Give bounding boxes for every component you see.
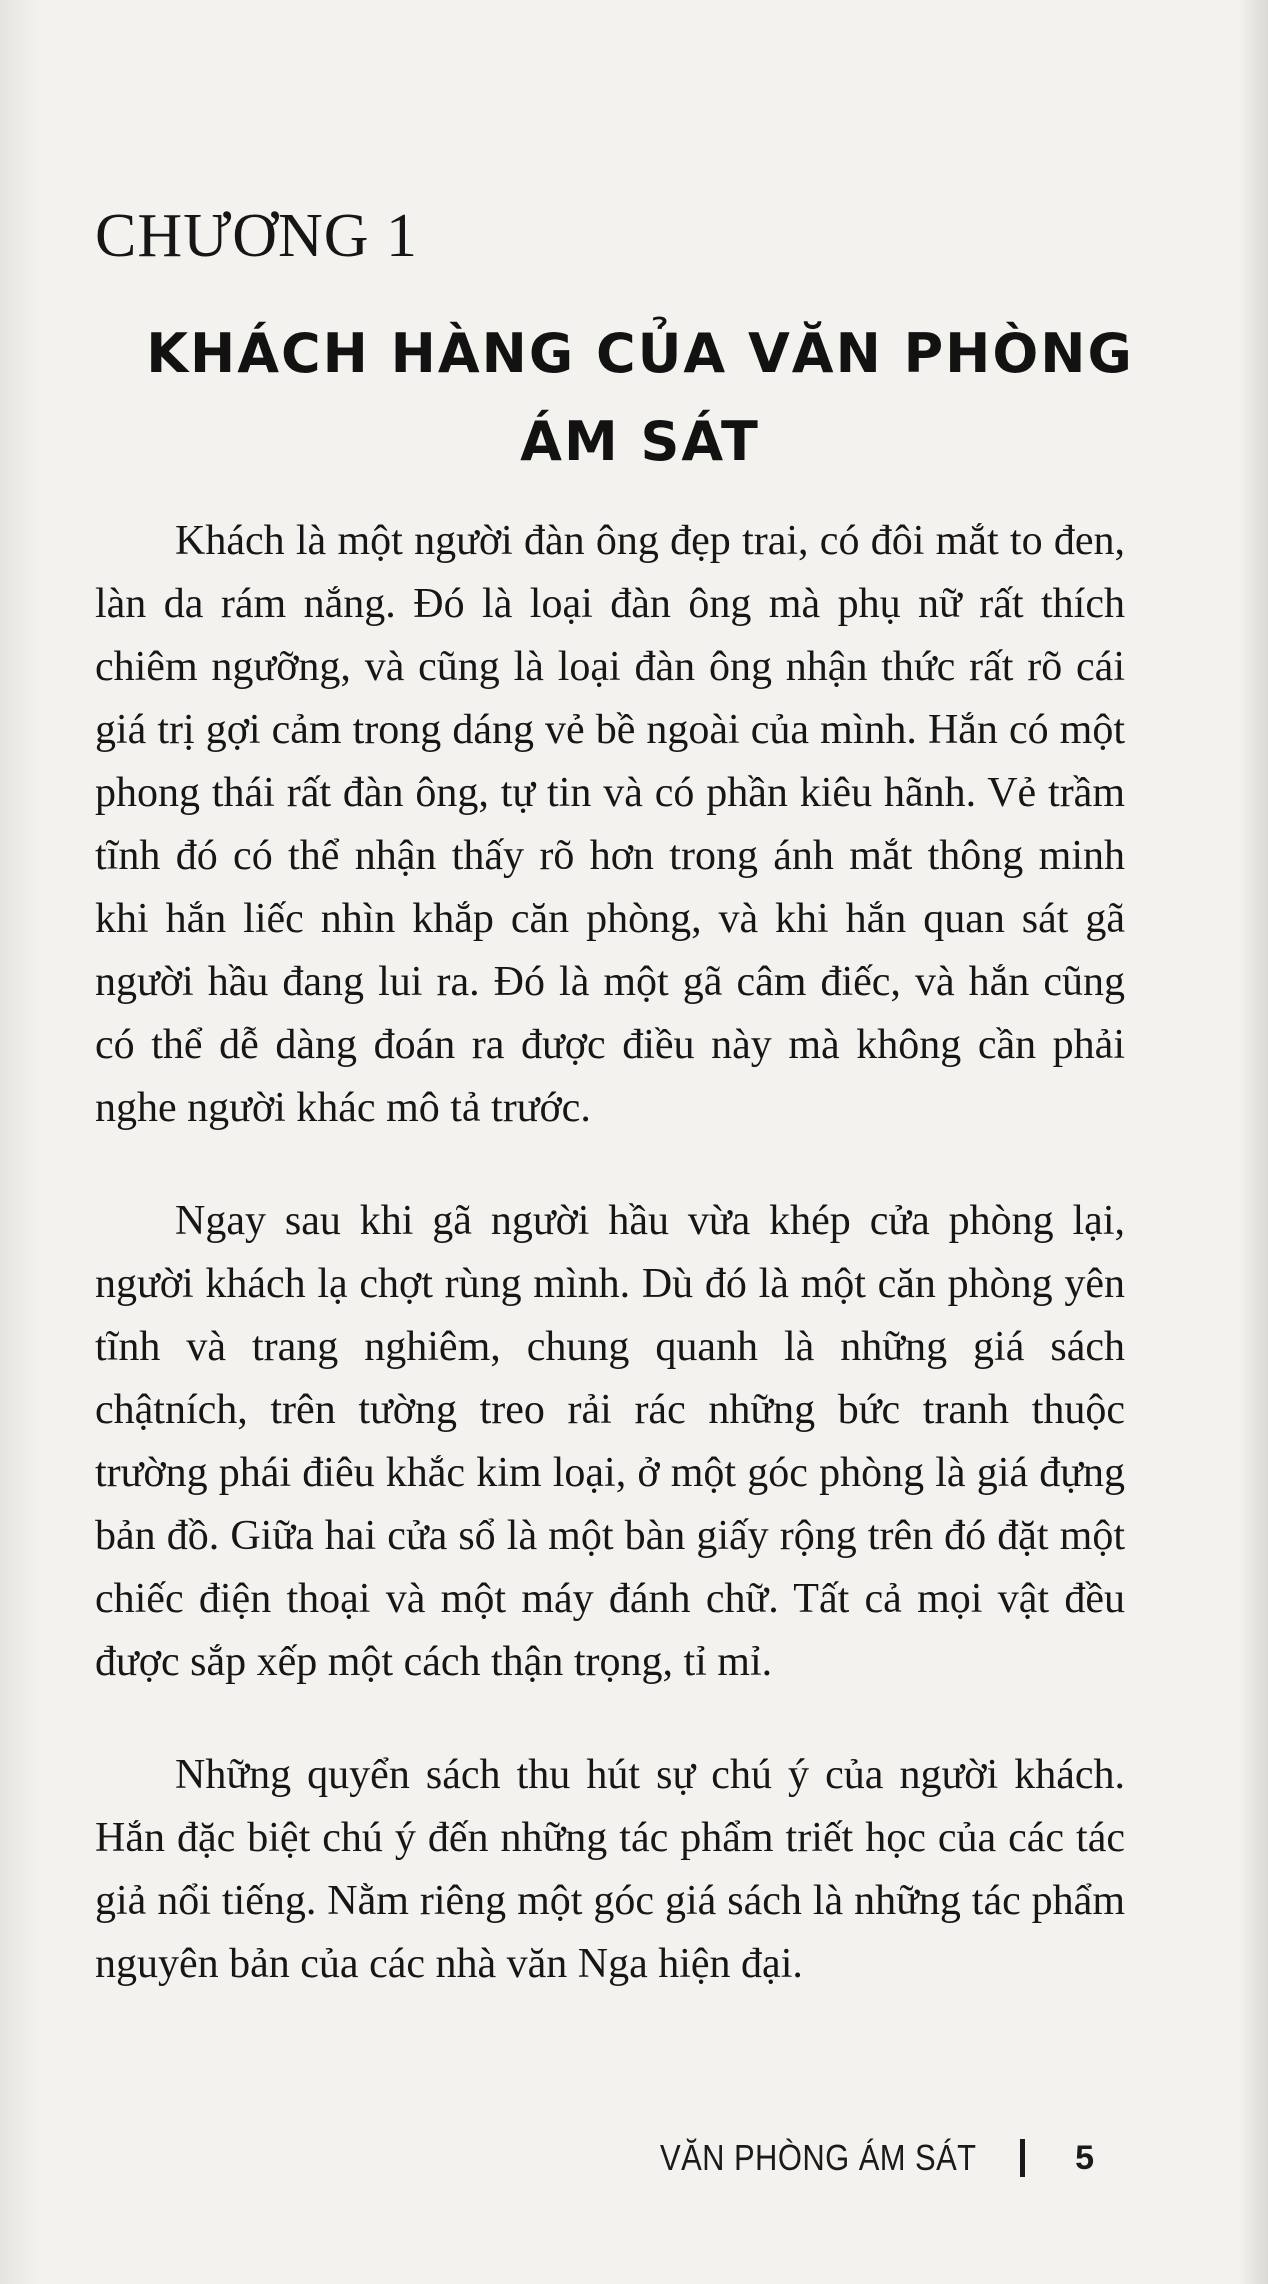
chapter-title-line-1: KHÁCH HÀNG CỦA VĂN PHÒNG [146,322,1134,385]
page-footer [660,2137,1094,2179]
chapter-title-line-2: ÁM SÁT [520,410,760,473]
chapter-label: CHƯƠNG 1 [95,202,419,270]
paragraph-2: Ngay sau khi gã người hầu vừa khép cửa phòng lại, người khách lạ chợt rùng mình. Dù đó là một căn phòng yên tĩnh và trang nghiêm, chung quanh là những giá sách chậtních, trên tường treo rải rác những bức tranh thuộc trường phái điêu khắc kim loại, ở một góc phòng là giá đựng bản đồ. Giữa hai cửa sổ là một bàn giấy rộng trên đó đặt một chiếc điện thoại và một máy đánh chữ. Tất cả mọi vật đều được sắp xếp một cách thận trọng, tỉ mỉ. [95,1198,1125,1685]
footer-divider [1020,2139,1025,2177]
page-number: 5 [1075,2138,1094,2177]
paragraph-3: Những quyển sách thu hút sự chú ý của người khách. Hắn đặc biệt chú ý đến những tác phẩm triết học của các tác giả nổi tiếng. Nằm riêng một góc giá sách là những tác phẩm nguyên bản của các nhà văn Nga hiện đại. [95,1752,1125,1987]
body-text [95,510,1125,2046]
chapter-title [80,310,1200,486]
running-head: VĂN PHÒNG ÁM SÁT [660,2137,977,2178]
paragraph-1: Khách là một người đàn ông đẹp trai, có đôi mắt to đen, làn da rám nắng. Đó là loại đàn ông mà phụ nữ rất thích chiêm ngưỡng, và cũng là loại đàn ông nhận thức rất rõ cái giá trị gợi cảm trong dáng vẻ bề ngoài của mình. Hắn có một phong thái rất đàn ông, tự tin và có phần kiêu hãnh. Vẻ trầm tĩnh đó có thể nhận thấy rõ hơn trong ánh mắt thông minh khi hắn liếc nhìn khắp căn phòng, và khi hắn quan sát gã người hầu đang lui ra. Đó là một gã câm điếc, và hắn cũng có thể dễ dàng đoán ra được điều này mà không cần phải nghe người khác mô tả trước. [95,518,1125,1131]
